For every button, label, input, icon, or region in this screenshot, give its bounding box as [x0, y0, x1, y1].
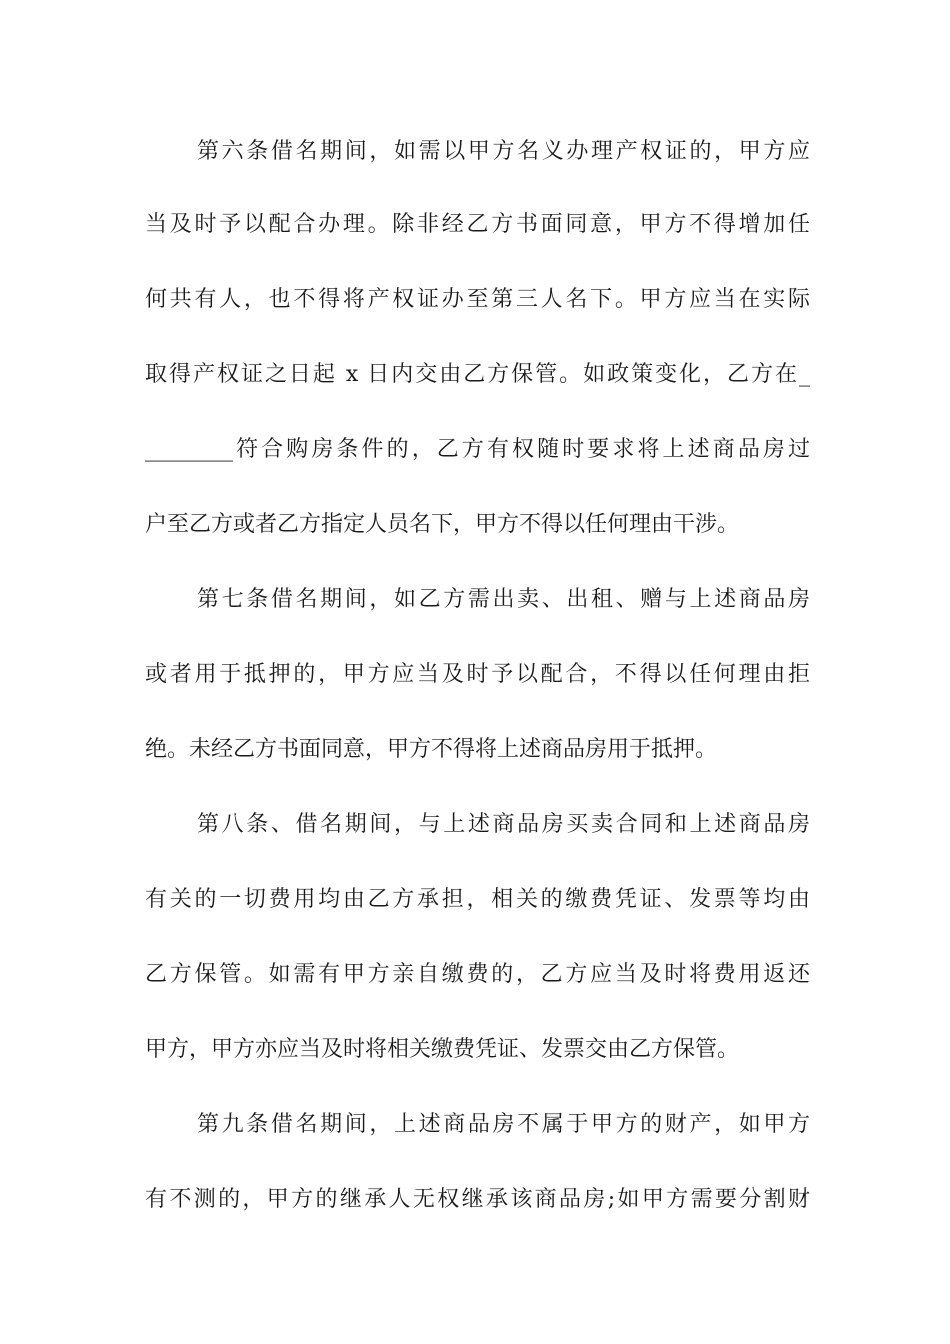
paragraph-9-line-1: 第九条借名期间，上述商品房不属于甲方的财产，如甲方: [197, 1112, 810, 1137]
paragraph-6-line-4: 取得产权证之日起 x 日内交由乙方保管。如政策变化，乙方在_: [145, 362, 810, 387]
paragraph-6-line-5: ________符合购房条件的，乙方有权随时要求将上述商品房过: [145, 437, 810, 462]
paragraph-7-line-2: 或者用于抵押的，甲方应当及时予以配合，不得以任何理由拒: [145, 662, 810, 687]
paragraph-8-line-2: 有关的一切费用均由乙方承担，相关的缴费凭证、发票等均由: [145, 887, 810, 912]
paragraph-6-line-2: 当及时予以配合办理。除非经乙方书面同意，甲方不得增加任: [145, 212, 810, 237]
paragraph-8-line-1: 第八条、借名期间，与上述商品房买卖合同和上述商品房: [197, 812, 810, 837]
paragraph-7-line-3: 绝。未经乙方书面同意，甲方不得将上述商品房用于抵押。: [145, 737, 718, 762]
paragraph-8-line-3: 乙方保管。如需有甲方亲自缴费的，乙方应当及时将费用返还: [145, 962, 810, 987]
paragraph-6-line-1: 第六条借名期间，如需以甲方名义办理产权证的，甲方应: [197, 139, 810, 164]
paragraph-6-line-3: 何共有人，也不得将产权证办至第三人名下。甲方应当在实际: [145, 287, 810, 312]
paragraph-7-line-1: 第七条借名期间，如乙方需出卖、出租、赠与上述商品房: [197, 587, 810, 612]
paragraph-9-line-2: 有不测的，甲方的继承人无权继承该商品房;如甲方需要分割财: [145, 1187, 810, 1212]
paragraph-8-line-4: 甲方，甲方亦应当及时将相关缴费凭证、发票交由乙方保管。: [145, 1037, 740, 1062]
paragraph-6-line-6: 户至乙方或者乙方指定人员名下，甲方不得以任何理由干涉。: [145, 512, 740, 537]
